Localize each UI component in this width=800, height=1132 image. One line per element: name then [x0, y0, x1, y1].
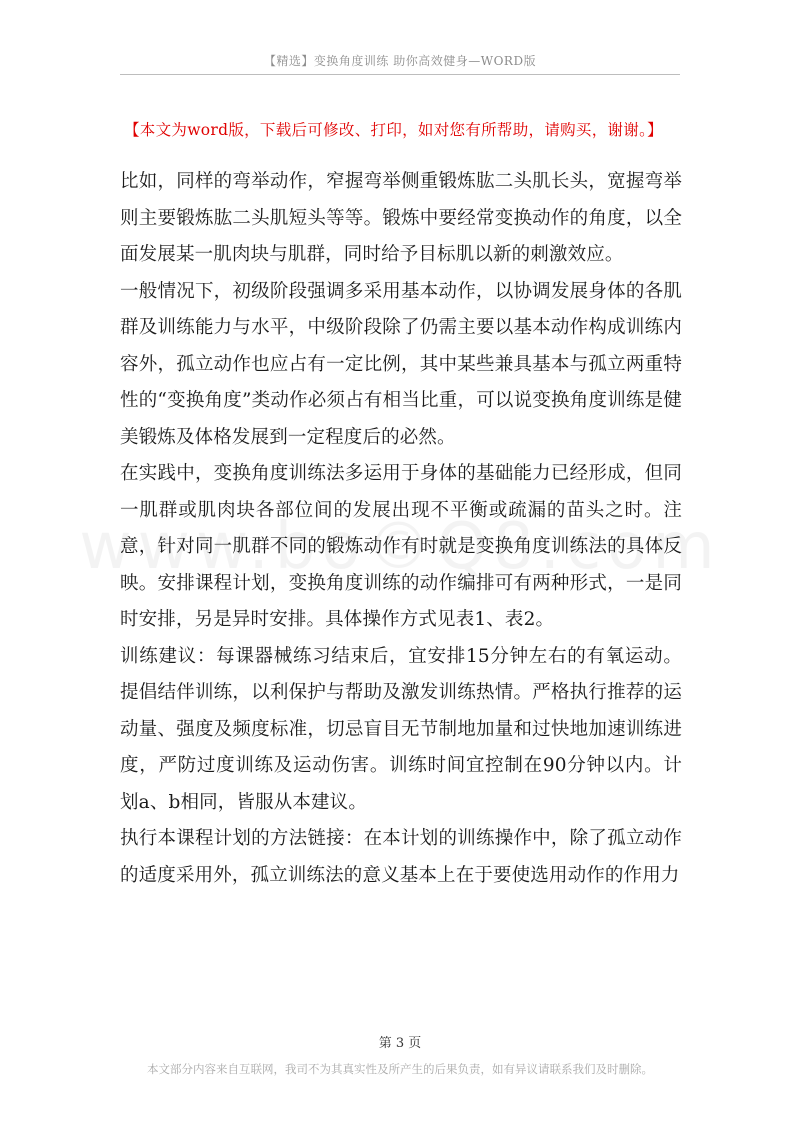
paragraph: 比如，同样的弯举动作，窄握弯举侧重锻炼肱二头肌长头，宽握弯举则主要锻炼肱二头肌短头等等。锻炼中要经常变换动作的角度，以全面发展某一肌肉块与肌群，同时给予目标肌以新的刺激效应。	[120, 171, 682, 265]
body-text	[120, 164, 682, 894]
paragraph: 执行本课程计划的方法链接：在本计划的训练操作中，除了孤立动作的适度采用外，孤立训练法的意义基本上在于要使选用动作的作用力	[120, 828, 682, 886]
paragraph: 在实践中，变换角度训练法多运用于身体的基础能力已经形成，但同一肌群或肌肉块各部位间的发展出现不平衡或疏漏的苗头之时。注意，针对同一肌群不同的锻炼动作有时就是变换角度训练法的具体反映。安排课程计划，变换角度训练的动作编排可有两种形式，一是同时安排，另是异时安排。具体操作方式见表1、表2。	[120, 463, 682, 630]
paragraph: 一般情况下，初级阶段强调多采用基本动作，以协调发展身体的各肌群及训练能力与水平，中级阶段除了仍需主要以基本动作构成训练内容外，孤立动作也应占有一定比例，其中某些兼具基本与孤立两重特性的“变换角度”类动作必须占有相当比重，可以说变换角度训练是健美锻炼及体格发展到一定程度后的必然。	[120, 280, 682, 448]
page-number: 第 3 页	[378, 1036, 422, 1051]
header-divider	[120, 74, 680, 75]
paragraph: 训练建议：每课器械练习结束后，宜安排15分钟左右的有氧运动。提倡结伴训练，以利保护与帮助及激发训练热情。严格执行推荐的运动量、强度及频度标准，切忌盲目无节制地加量和过快地加速训练进度，严防过度训练及运动伤害。训练时间宜控制在90分钟以内。计划a、b相同，皆服从本建议。	[120, 645, 682, 813]
footer-disclaimer: 本文部分内容来自互联网，我司不为其真实性及所产生的后果负责，如有异议请联系我们及时删除。	[147, 1062, 653, 1076]
download-notice: 【本文为word版，下载后可修改、打印，如对您有所帮助，请购买，谢谢。】	[124, 121, 663, 139]
running-header: 【精选】变换角度训练 助你高效健身—WORD版	[263, 54, 537, 68]
